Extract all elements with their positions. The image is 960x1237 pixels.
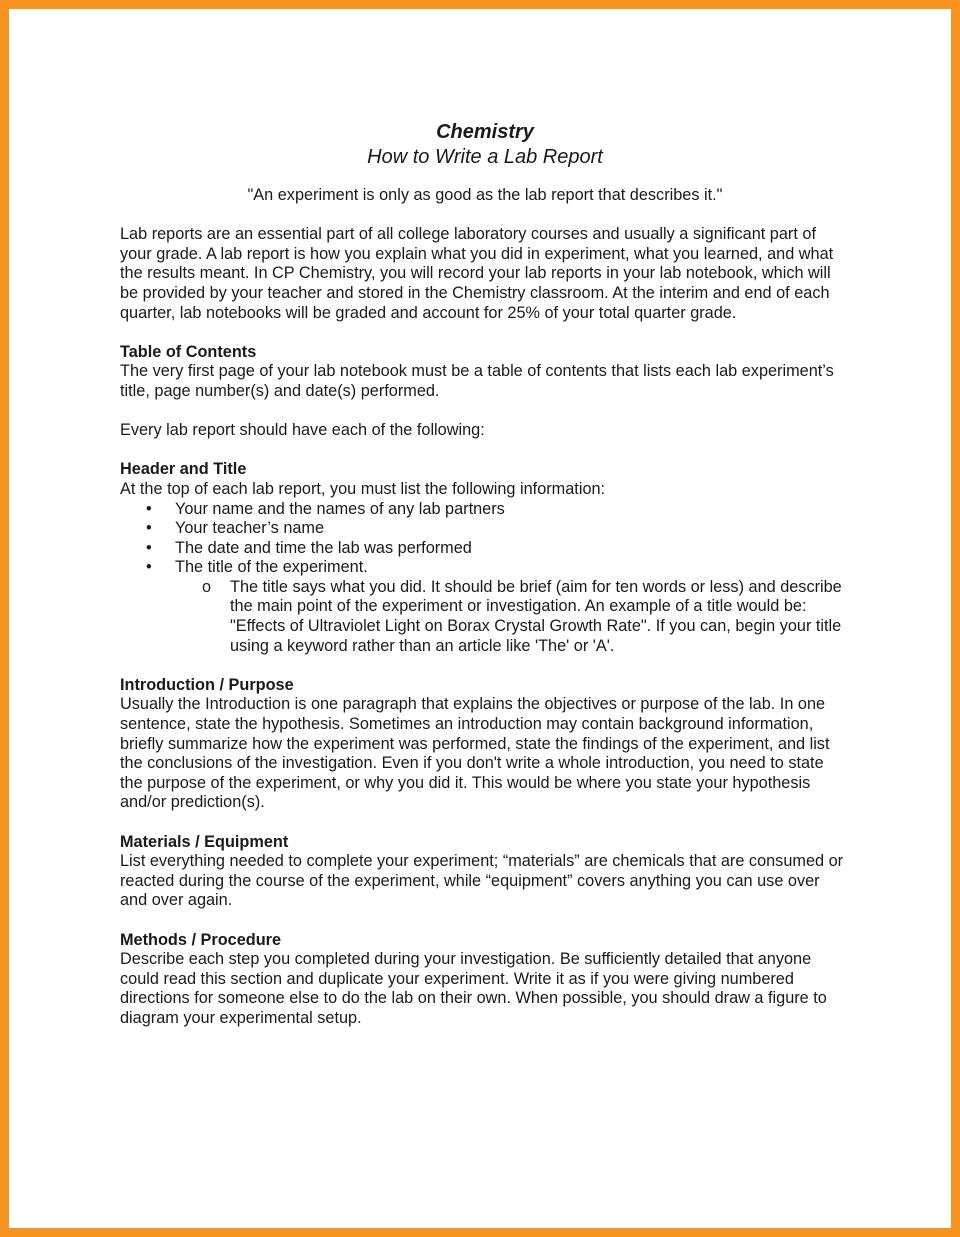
list-item xyxy=(120,558,850,578)
header-title-sublist xyxy=(120,578,850,656)
doc-subtitle: How to Write a Lab Report xyxy=(367,146,603,168)
list-item-text: The title of the experiment. xyxy=(175,558,368,577)
list-item xyxy=(120,578,850,656)
bullet-icon: • xyxy=(146,499,152,518)
methods-body: Describe each step you completed during your investigation. Be sufficiently detailed that anyone could read this section and duplicate your experiment. Write it as if you were giving numbered directions for someone else to do the lab on their own. When possible, you should draw a figure to diagram your experimental setup. xyxy=(120,950,827,1027)
doc-title: Chemistry xyxy=(436,121,534,143)
bullet-icon: • xyxy=(146,538,152,557)
introduction-body: Usually the Introduction is one paragraph that explains the objectives or purpose of the lab. In one sentence, state the hypothesis. Sometimes an introduction may contain background information, briefly summarize how the experiment was performed, state the findings of the experiment, and list the conclusions of the investigation. Even if you don't write a whole introduction, you need to state the purpose of the experiment, or why you did it. This would be where you state your hypothesis and/or prediction(s). xyxy=(120,695,830,812)
toc-body: The very first page of your lab notebook must be a table of contents that lists each lab experiment’s title, page number(s) and date(s) performed. xyxy=(120,362,834,400)
bullet-icon: • xyxy=(146,558,152,577)
list-item-text: The date and time the lab was performed xyxy=(175,538,472,557)
toc-heading: Table of Contents xyxy=(120,342,257,361)
materials-heading: Materials / Equipment xyxy=(120,832,289,851)
list-item xyxy=(120,519,850,539)
list-item xyxy=(120,500,850,520)
methods-heading: Methods / Procedure xyxy=(120,930,282,949)
document-page xyxy=(120,120,850,1029)
list-item-text: Your teacher’s name xyxy=(175,519,325,538)
doc-quote: "An experiment is only as good as the lab report that describes it." xyxy=(247,186,723,204)
bullet-icon: • xyxy=(146,519,152,538)
materials-body: List everything needed to complete your experiment; “materials” are chemicals that are consumed or reacted during the course of the experiment, while “equipment” covers anything you can use over and over again. xyxy=(120,852,844,910)
introduction-heading: Introduction / Purpose xyxy=(120,675,294,694)
list-item-text: The title says what you did. It should be brief (aim for ten words or less) and describe the main point of the experiment or investigation. An example of a title would be: "Effects of Ultraviolet Light on Borax Crystal Growth Rate". If you can, begin your title using a keyword rather than an article like 'The' or 'A'. xyxy=(230,577,842,655)
header-title-heading: Header and Title xyxy=(120,460,247,479)
header-title-lead: At the top of each lab report, you must list the following information: xyxy=(120,479,606,498)
every-report-text: Every lab report should have each of the following: xyxy=(120,421,485,440)
circle-bullet-icon: o xyxy=(202,577,212,596)
intro-paragraph: Lab reports are an essential part of all college laboratory courses and usually a significant part of your grade. A lab report is how you explain what you did in experiment, what you learned, and what the results meant. In CP Chemistry, you will record your lab reports in your lab notebook, which will be provided by your teacher and stored in the Chemistry classroom. At the interim and end of each quarter, lab notebooks will be graded and account for 25% of your total quarter grade. xyxy=(120,225,834,322)
header-title-list xyxy=(120,500,850,578)
list-item xyxy=(120,539,850,559)
list-item-text: Your name and the names of any lab partners xyxy=(175,499,505,518)
